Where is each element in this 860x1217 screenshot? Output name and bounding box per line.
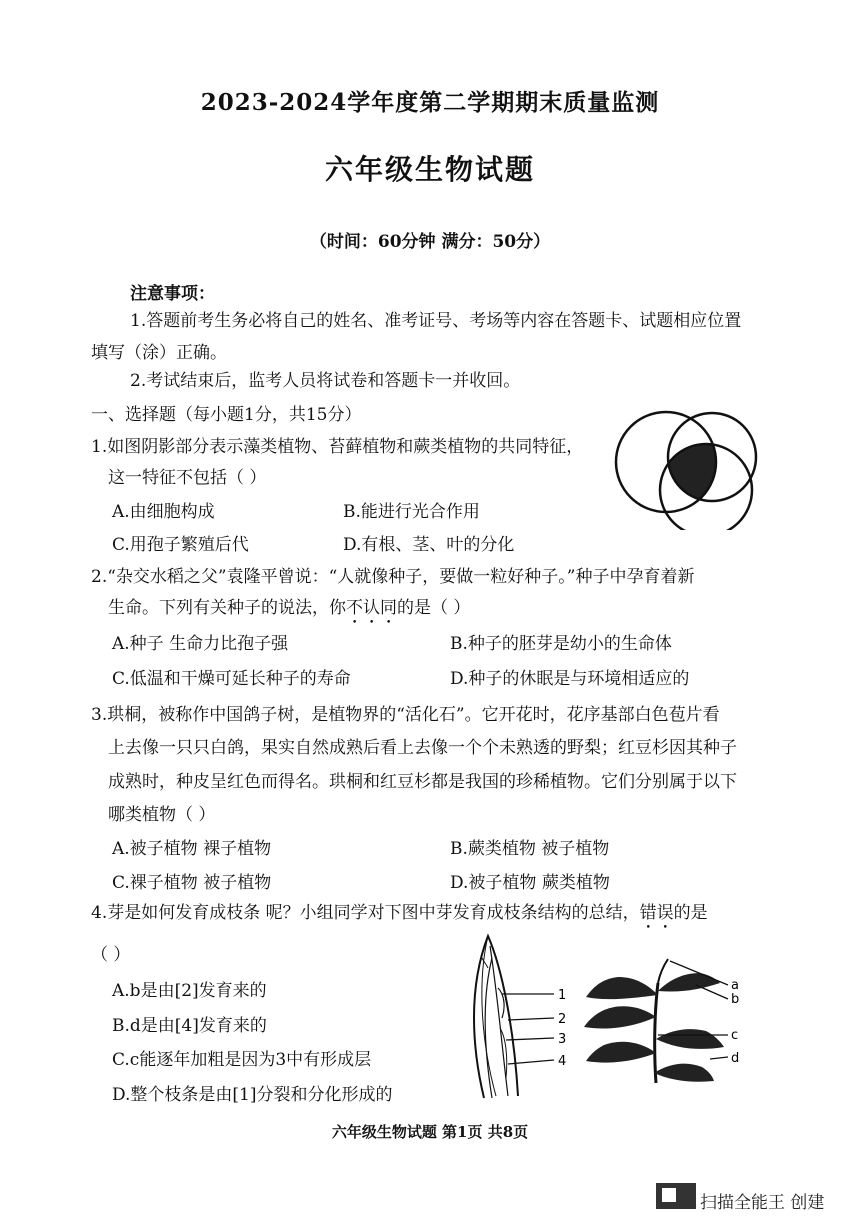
branch-label-c: c <box>731 1028 739 1043</box>
question-3-option-b: B.蕨类植物 被子植物 <box>450 839 610 859</box>
branch-label-b: b <box>731 992 740 1007</box>
question-2-line-2 <box>108 593 470 628</box>
question-4-line-1 <box>91 898 708 933</box>
question-1-line-1: 1.如图阴影部分表示藻类植物、苔藓植物和蕨类植物的共同特征， <box>91 437 584 457</box>
exam-title: 2023-2024学年度第二学期期末质量监测 <box>200 89 660 116</box>
notice-item-1: 1.答题前考生务必将自己的姓名、准考证号、考场等内容在答题卡、试题相应位置 <box>130 311 742 331</box>
question-4-line-1-post: 的是 <box>673 903 708 923</box>
bud-label-3: 3 <box>558 1032 567 1047</box>
branch-diagram <box>578 955 748 1085</box>
section-heading: 一、选择题（每小题1分，共15分） <box>91 405 362 425</box>
question-2-option-a: A.种子 生命力比孢子强 <box>112 634 289 654</box>
exam-time-score: （时间：60分钟 满分：50分） <box>309 232 551 252</box>
question-3-line-3: 成熟时，种皮呈红色而得名。珙桐和红豆杉都是我国的珍稀植物。它们分别属于以下 <box>108 772 737 792</box>
question-3-line-1: 3.珙桐，被称作中国鸽子树，是植物界的“活化石”。它开花时，花序基部白色苞片看 <box>91 705 720 725</box>
question-2-line-2-pre: 生命。下列有关种子的说法，你 <box>108 598 346 618</box>
question-2-option-c: C.低温和干燥可延长种子的寿命 <box>112 669 351 689</box>
question-2-option-b: B.种子的胚芽是幼小的生命体 <box>450 634 672 654</box>
page-footer: 六年级生物试题 第1页 共8页 <box>331 1123 529 1141</box>
question-2-line-2-post: 的是（ ） <box>397 598 471 618</box>
question-4-option-d: D.整个枝条是由[1]分裂和分化形成的 <box>112 1085 393 1105</box>
question-4-line-2: （ ） <box>91 945 131 965</box>
bud-label-1: 1 <box>558 988 567 1003</box>
question-2-emphasis: 不认同 <box>346 598 397 618</box>
question-1-line-2: 这一特征不包括（ ） <box>108 468 267 488</box>
question-4-emphasis: 错误 <box>639 903 674 923</box>
notice-heading: 注意事项： <box>130 284 215 304</box>
question-3-option-d: D.被子植物 蕨类植物 <box>450 873 610 893</box>
exam-subject: 六年级生物试题 <box>324 153 535 186</box>
question-4-line-1-pre: 4.芽是如何发育成枝条 呢？小组同学对下图中芽发育成枝条结构的总结， <box>91 903 640 923</box>
notice-item-1-cont: 填写（涂）正确。 <box>91 343 227 363</box>
scanner-logo-icon <box>656 1183 696 1209</box>
bud-label-4: 4 <box>558 1054 567 1069</box>
question-1-option-c: C.用孢子繁殖后代 <box>112 535 249 555</box>
question-3-line-2: 上去像一只只白鸽，果实自然成熟后看上去像一个个未熟透的野梨；红豆杉因其种子 <box>108 738 737 758</box>
branch-label-a: a <box>731 978 739 993</box>
question-1-option-b: B.能进行光合作用 <box>343 502 480 522</box>
scanner-watermark: 扫描全能王 创建 <box>700 1193 825 1213</box>
notice-item-2: 2.考试结束后，监考人员将试卷和答题卡一并收回。 <box>130 371 521 391</box>
bud-diagram <box>462 928 582 1100</box>
question-4-option-a: A.b是由[2]发育来的 <box>112 981 267 1001</box>
question-3-option-a: A.被子植物 裸子植物 <box>112 839 272 859</box>
question-2-line-1: 2.“杂交水稻之父”袁隆平曾说：“人就像种子，要做一粒好种子。”种子中孕育着新 <box>91 567 695 587</box>
branch-label-d: d <box>731 1051 740 1066</box>
venn-diagram <box>608 405 768 530</box>
question-4-option-b: B.d是由[4]发育来的 <box>112 1016 267 1036</box>
question-4-option-c: C.c能逐年加粗是因为3中有形成层 <box>112 1050 372 1070</box>
question-3-line-4: 哪类植物（ ） <box>108 805 216 825</box>
question-1-option-d: D.有根、茎、叶的分化 <box>343 535 515 555</box>
question-1-option-a: A.由细胞构成 <box>112 502 215 522</box>
question-3-option-c: C.裸子植物 被子植物 <box>112 873 272 893</box>
bud-label-2: 2 <box>558 1012 567 1027</box>
question-2-option-d: D.种子的休眠是与环境相适应的 <box>450 669 690 689</box>
